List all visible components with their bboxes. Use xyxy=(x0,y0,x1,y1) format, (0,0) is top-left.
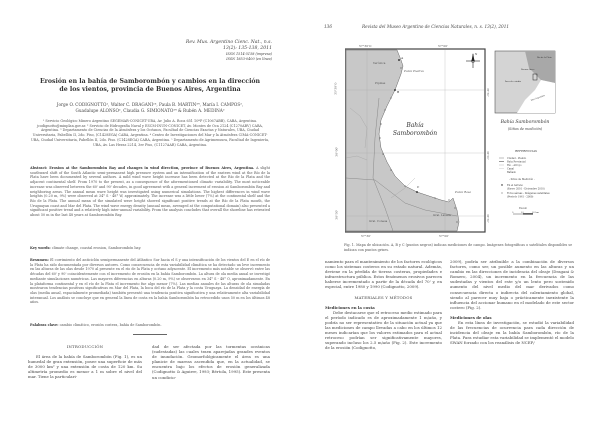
site-marker-c xyxy=(416,191,418,193)
keywords-label: Key words: xyxy=(30,246,51,250)
legend-site-field-marker xyxy=(501,184,502,185)
abstract-text: A slight southward shift of the South Atlantic semi-permanent high pressure system and an intensification of the eastern wind at the Río de la Plata have been documented by several authors. A mild wind wave height increase has been detected at the Río de la Plata and the adjacent continental shelf. From 1970 to the present, as a consequence of the aforementioned climatic variability. The most noticeable increase was observed between the 60' and 90' decades, in good agreement with a general increment of erosion at Samborombón Bay and neighboring areas. The annual mean wave height was investigated using numerical simulations. The highest differences in wind wave heights (0.20 m, 9%) were observed at 34° S - 48° W, approximately. The increase was a little lower (7%) at the continental shelf and the Río de la Plata. The annual mean of the simulated wave height showed significant positive trends at the Río de la Plata mouth, the Uruguayan coast and Mar del Plata. The wind wave energy density (annual mean, averaged at the computational domain) also presented a significant positive trend and a relatively high inter-annual variability. From the analysis concludes that overall the shoreline has retreated about 50 m in the last 48 years at Samborombón Bay. xyxy=(30,166,271,218)
waves-paragraph: En esta línea de investigación, se estudió la variabilidad de las frecuencias de ocurrencia para cada dirección de incidencia del oleaje en la bahía Samborombón, río de la Plata. Para estudiar esta variabilidad se implementó el modelo SWAN forzado con los reanálisis de NCEP/ xyxy=(450,320,574,346)
map-tick-right-2: 36°00' xyxy=(486,151,489,160)
figure-caption: Fig. 1. Mapa de ubicación. A, B y C (puntos negros) indican mediciones de campo. Imágenes fotográficas o satelitales disponibles se indican con puntos grises. xyxy=(344,243,573,252)
intro-column-1 xyxy=(28,344,142,380)
photo-site-marker xyxy=(380,123,381,124)
site-label-c: C xyxy=(417,185,420,189)
authors-line-2: Guadalupe ALONSO², Claudia G. SIMIONATO³⁴ & Rubén A. MEDINA⁵ xyxy=(75,107,225,113)
section-divider xyxy=(133,334,167,335)
inset-label-rio-plata: Río de la Plata xyxy=(537,57,552,59)
journal-volume: 13(2): 135-138, 2011 xyxy=(222,46,272,51)
legend-item-city: Ciudad - Pueblo xyxy=(507,157,527,160)
inset-label-mar-argentino: Mar Argentino xyxy=(530,94,546,102)
map-tick-top-1: 57°30'O xyxy=(359,44,372,48)
coast-paragraph: Debe destacarse que el retroceso medio estimado para el período indicado es de aproximadamente 1 m/año, y podría no ser representativo de la situación actual ya que las mediciones de campo llevadas a cabo en los últimos 12 meses indicarían que los valores estimados para el actual retroceso podrían ser significativamente mayores, superando incluso los 2.5 m/año (Fig. 2). Este incremento de la erosión (Codignotto, xyxy=(325,309,442,351)
issn-print: ISSN 1514-5158 (impresa) xyxy=(226,52,272,56)
figure-1 xyxy=(345,38,575,238)
resumen xyxy=(30,258,270,305)
legend-sites-header: - Sitios de Medición - xyxy=(509,178,535,181)
place-label-punta-rasa: Punta Rasa xyxy=(455,190,472,194)
bay-label-line-2: Samborombón xyxy=(392,130,438,137)
map-tick-top-2: 57°00' xyxy=(438,44,448,48)
legend-site-field: En el terreno xyxy=(507,184,524,187)
legend-site-photo-period: (Período 1961 - 2009) xyxy=(507,195,534,199)
scale-tick-0: 0 xyxy=(512,211,514,214)
place-label-pipinas: Pipinas xyxy=(375,81,386,85)
photo-site-marker xyxy=(404,185,405,186)
abstract-label: Abstract: Erosion at the Samborombón Bay and changes in wind direction, province of Buenos Aires, Argentina. xyxy=(30,166,255,170)
affiliations: ¹ Servicio Geológico Minero Argentino SEGEMAR-CONICET-UBA, Av. Julio A. Roca 651 10ºP (C1067ABB), CABA, Argentina. jcodignotto@minplan.gov.ar. ² Servicio de Hidrografía Naval y ESCM-INUN-CONICET, Av. Montes de Oca 2124 (C1270ABV) CABA, Argentina. ³ Departamento de Ciencias de la Atmósfera y los Océanos, Facultad de Ciencias Exactas y Naturales, UBA, Ciudad Universitaria, Pabellón II, 2do. Piso, (C1428EGA) CABA, Argentina. ⁴ Centro de Investigaciones del Mar y la Atmósfera CIMA-CONICET-UBA, Ciudad Universitaria, Pabellón II, 2do. Piso. (C1428EGA) CABA, Argentina. ⁵ Departamento de Agrimensura, Facultad de Ingeniería, UBA, Av. Las Heras 2214, 3er Piso, (C1127AAR) CABA, Argentina. xyxy=(30,119,270,147)
scale-tick-10: 10 xyxy=(521,211,524,214)
legend-item-banado: Bañado xyxy=(507,171,517,174)
running-head: Revista del Museo Argentino de Ciencias Naturales, n. s. 13(2), 2011 xyxy=(362,24,510,29)
map-tick-right-1: 35°30' xyxy=(486,88,489,97)
site-marker-a xyxy=(398,59,400,61)
legend-site-photo: Fotos aéreas - Imágenes satelitales xyxy=(507,192,550,195)
keywords xyxy=(30,246,270,251)
scale-label: Escala xyxy=(519,207,527,210)
palabras-clave xyxy=(30,323,270,328)
map-tick-bottom-2: 57°00' xyxy=(439,234,449,238)
site-label-b: B xyxy=(397,90,400,94)
map-tick-left-3: 36°30' xyxy=(334,209,339,220)
inset-subtitle: (Sitios de medición) xyxy=(507,127,543,131)
place-label-veronica: Verónica xyxy=(373,61,386,65)
intro-column-2 xyxy=(152,344,270,380)
photo-site-marker xyxy=(390,169,391,170)
palabras-text: cambio climático, erosión costera, bahía de Samborombón. xyxy=(58,323,162,327)
intro-paragraph-2: dad de ser afectada por las tormentas oceánicas (sudestadas) las cuales traen aparejadas grandes eventos de inundación. Geomorfológicamente el área es una planicie de mareas ascendida que, en la actualidad, se encuentra bajo los efectos de erosión generalizada (Codignotto & Aguirre, 1993; Bértola, 1995). Este presenta un condicio- xyxy=(152,344,270,380)
body-paragraph-1: namiento para el mantenimiento de los factores ecológicos como los sistemas costeros en su estado natural. Además, deviene en la pérdida de tierras costeras, propiedades e infraestructura pública. Estos fenómenos erosivos parecen haberse incrementado a partir de la década del 70' y, en especial, entre 1980 y 1990 (Codignotto, 2009). xyxy=(325,259,442,290)
title-line-2: de los vientos, provincia de Buenos Aires, Argentina xyxy=(59,86,241,93)
body-paragraph-2: 2009), podría ser atribuible a la combinación de diversos factores, como ser, un posible aumento en las alturas y un cambio en las direcciones de incidencia del oleaje (Dragani & Romero, 2004), un incremento en la frecuencia de las sudestadas y vientos del este y/o un lento pero sostenido aumento del nivel medio del mar derivados como consecuencia directa o indirecta del calentamiento global, siendo al parecer muy baja o prácticamente inexistente la influencia del accionar humano en el modelado de este sector costero (Fig. 2). xyxy=(450,259,574,310)
location-map-figure xyxy=(345,38,575,238)
photo-site-marker xyxy=(454,207,455,208)
legend-item-canal: Canal xyxy=(507,167,514,171)
resumen-text: El corrimiento del anticiclón semipermanente del Atlántico Sur hacia el S y una intensificación de los vientos del E en el río de la Plata ha sido documentada por diversos autores. Como consecuencia de esta variabilidad climática se ha detectado un leve incremento en las alturas de las olas desde 1970 al presente en el río de la Plata y océano adyacente. El incremento más notable se observó entre las décadas del 60' y 90' coincidentemente con el incremento de erosión en la bahía Samborombón. La altura de ola media anual se investigó mediante simulaciones numéricas. Las mayores diferencias en alturas (0.20 m, 9%) se observaron en 34° S - 48° O, aproximadamente. En la plataforma continental y en el río de la Plata el incremento fue algo menor (7%). Las medias anuales de las alturas de ola simuladas mostraron tendencias positivas significativas en Mar del Plata, la boca del río de la Plata y la costa Uruguaya. La densidad de energía de olas (media anual, espacialmente promediada) también presentó una tendencia positiva significativa y una relativamente alta variabilidad interanual. Los análisis se concluye que en general la línea de costa en la bahía Samborombón ha retrocedido unos 50 m en los últimos 48 años. xyxy=(30,258,270,305)
legend-item-river: Río - Arroyo xyxy=(507,164,522,167)
photo-site-marker xyxy=(379,137,380,138)
map-tick-left-2: 36°00' xyxy=(334,146,339,157)
photo-site-marker xyxy=(448,199,449,200)
waves-subheading: Mediciones de olas xyxy=(450,314,492,320)
map-tick-right-3: 36°30' xyxy=(486,214,489,223)
body-column-2 xyxy=(450,259,574,346)
map-tick-bottom-1: 57°30' xyxy=(361,234,371,238)
page-number: 136 xyxy=(324,24,332,29)
methods-heading: MATERIALES Y MÉTODOS xyxy=(354,294,413,300)
intro-heading: INTRODUCCIÓN xyxy=(66,344,104,349)
issn-online: ISSN 1853-0400 (en línea) xyxy=(226,56,272,61)
site-marker-b xyxy=(394,89,396,91)
scale-tick-20: 20 km xyxy=(532,211,539,214)
photo-site-marker xyxy=(400,67,401,68)
site-label-a: A xyxy=(401,56,404,60)
bay-label-line-1: Bahía xyxy=(406,122,424,129)
body-column-1 xyxy=(325,259,442,351)
legend-items xyxy=(507,157,550,199)
photo-site-marker xyxy=(382,153,383,154)
legend-item-road: Ruta Provincial xyxy=(507,160,526,164)
inset-label-buenos-aires: Buenos Aires xyxy=(521,69,535,71)
palabras-label: Palabras clave: xyxy=(30,323,59,327)
photo-site-marker xyxy=(434,197,435,198)
journal-citation: Rev. Mus. Argentino Cienc. Nat., n.s. xyxy=(185,40,272,45)
inset-title: Bahía Samborombón xyxy=(500,120,550,125)
author-list xyxy=(20,102,280,113)
article-title xyxy=(20,78,280,94)
place-label-gral-lavalle: Gral. Lavalle xyxy=(433,213,452,217)
inset-label-area-estudio: Área de estudio xyxy=(505,81,521,83)
map-tick-left-1: 35°30'O xyxy=(333,82,338,95)
legend-site-field-period: (Enero 2010 - Diciembre 2010) xyxy=(507,187,545,191)
title-line-1: Erosión en la bahía de Samborombón y cambios en la dirección xyxy=(39,78,261,85)
photo-site-marker xyxy=(390,97,391,98)
legend-title: REFERENCIAS xyxy=(515,149,537,153)
authors-line-1: Jorge O. CODIGNOTTO¹, Walter C. DRAGANI²³, Paula B. MARTIN³⁴, María I. CAMPOS², xyxy=(56,102,244,107)
compass-north-label: N xyxy=(475,53,478,56)
abstract xyxy=(30,166,270,218)
place-label-gral-conesa: Gral. Conesa xyxy=(369,219,388,223)
photo-site-marker xyxy=(384,109,385,110)
intro-paragraph-1: El área de la bahía de Samborombón (Fig. 1), es un humedal de gran extensión, posee una superficie de más de 3000 km² y una extensión de costa de 120 km. Su altimetría promedio es menor a 1 m sobre el nivel del mar. Tiene la particulari- xyxy=(28,354,142,380)
photo-site-marker xyxy=(456,221,457,222)
right-page xyxy=(300,0,600,433)
coast-subheading: Mediciones en la costa xyxy=(325,304,375,310)
keywords-text: climate change, coastal erosion, Samborombón bay. xyxy=(50,246,142,250)
legend-site-photo-marker xyxy=(501,192,502,193)
journal-reference xyxy=(186,40,272,62)
resumen-label: Resumen: xyxy=(30,258,49,262)
place-label-punta-piedras: Punta Piedras xyxy=(404,69,424,73)
